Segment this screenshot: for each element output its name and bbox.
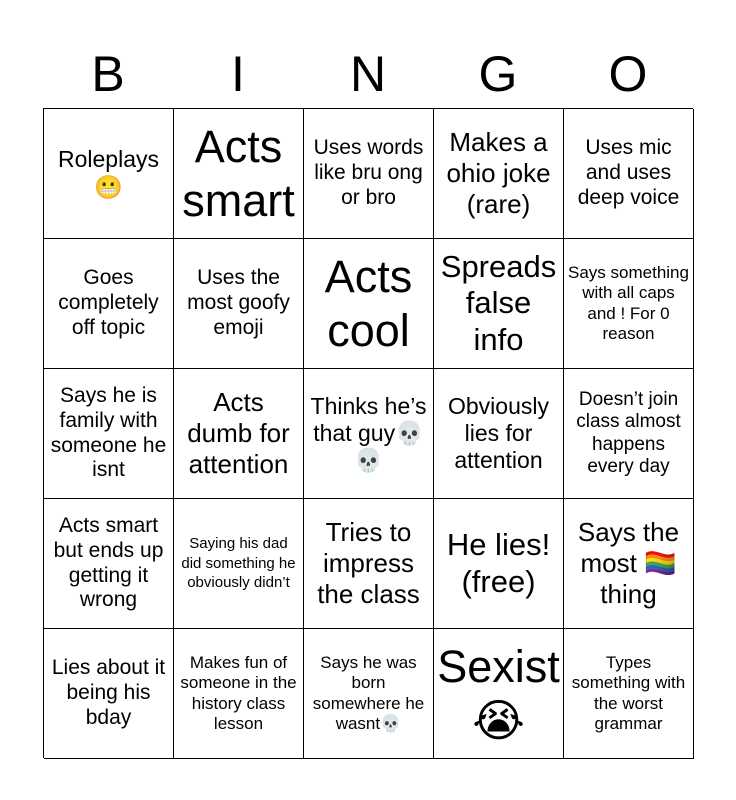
- bingo-cell[interactable]: [564, 629, 694, 759]
- bingo-cell[interactable]: [304, 499, 434, 629]
- cell-text: Goes completely off topic: [58, 266, 159, 339]
- bingo-cell[interactable]: [434, 629, 564, 759]
- bingo-cell[interactable]: [304, 239, 434, 369]
- cell-text: Sexist 😭: [437, 640, 560, 746]
- bingo-cell[interactable]: [564, 109, 694, 239]
- cell-text: Uses the most goofy emoji: [187, 266, 290, 339]
- bingo-cell[interactable]: [44, 239, 174, 369]
- cell-text: He lies! (free): [446, 526, 551, 599]
- cell-text: Says he is family with someone he isnt: [50, 383, 167, 482]
- cell-text: Says something with all caps and ! For 0 reason: [568, 263, 689, 343]
- cell-text: Makes fun of someone in the history class lesson: [180, 653, 297, 733]
- bingo-cell[interactable]: [564, 369, 694, 499]
- cell-text: Uses mic and uses deep voice: [577, 136, 680, 209]
- bingo-cell[interactable]: [44, 109, 174, 239]
- cell-text: Obviously lies for attention: [448, 392, 549, 474]
- bingo-cell[interactable]: [174, 109, 304, 239]
- cell-text: Saying his dad did something he obviously didn’t: [181, 535, 296, 592]
- cell-text: Makes a ohio joke (rare): [446, 127, 551, 219]
- header-letter-g: G: [478, 46, 518, 102]
- bingo-cell[interactable]: [434, 239, 564, 369]
- bingo-cell[interactable]: [564, 499, 694, 629]
- cell-text: Acts smart but ends up getting it wrong: [53, 513, 164, 612]
- cell-text: Tries to impress the class: [317, 517, 420, 609]
- bingo-grid: [43, 108, 693, 758]
- cell-text: Acts cool: [324, 250, 413, 356]
- cell-text: Uses words like bru ong or bro: [313, 136, 424, 209]
- bingo-cell[interactable]: [564, 239, 694, 369]
- bingo-cell[interactable]: [44, 369, 174, 499]
- bingo-cell[interactable]: [174, 499, 304, 629]
- bingo-cell[interactable]: [44, 499, 174, 629]
- cell-text: Acts smart: [182, 120, 295, 226]
- cell-text: Spreads false info: [440, 248, 557, 357]
- cell-text: Lies about it being his bday: [51, 656, 166, 729]
- cell-text: Thinks he’s that guy💀💀: [310, 392, 427, 474]
- bingo-cell[interactable]: [174, 239, 304, 369]
- header-letter-o: O: [608, 46, 648, 102]
- cell-text: Types something with the worst grammar: [571, 653, 686, 733]
- header-letter-n: N: [349, 46, 387, 102]
- cell-text: Says the most 🏳️‍🌈 thing: [577, 517, 680, 609]
- cell-text: Roleplays 😬: [58, 146, 159, 200]
- bingo-cell[interactable]: [174, 369, 304, 499]
- bingo-cell[interactable]: [304, 369, 434, 499]
- bingo-cell[interactable]: [434, 369, 564, 499]
- cell-text: Says he was born somewhere he wasnt💀: [312, 653, 425, 733]
- header-letter-b: B: [91, 46, 125, 102]
- bingo-cell[interactable]: [304, 629, 434, 759]
- cell-text: Doesn’t join class almost happens every day: [576, 388, 681, 477]
- bingo-cell[interactable]: [174, 629, 304, 759]
- bingo-cell[interactable]: [44, 629, 174, 759]
- cell-text: Acts dumb for attention: [187, 387, 290, 479]
- header-letter-i: I: [231, 46, 245, 102]
- bingo-cell[interactable]: [434, 109, 564, 239]
- bingo-header: [43, 40, 693, 108]
- bingo-cell[interactable]: [434, 499, 564, 629]
- bingo-cell[interactable]: [304, 109, 434, 239]
